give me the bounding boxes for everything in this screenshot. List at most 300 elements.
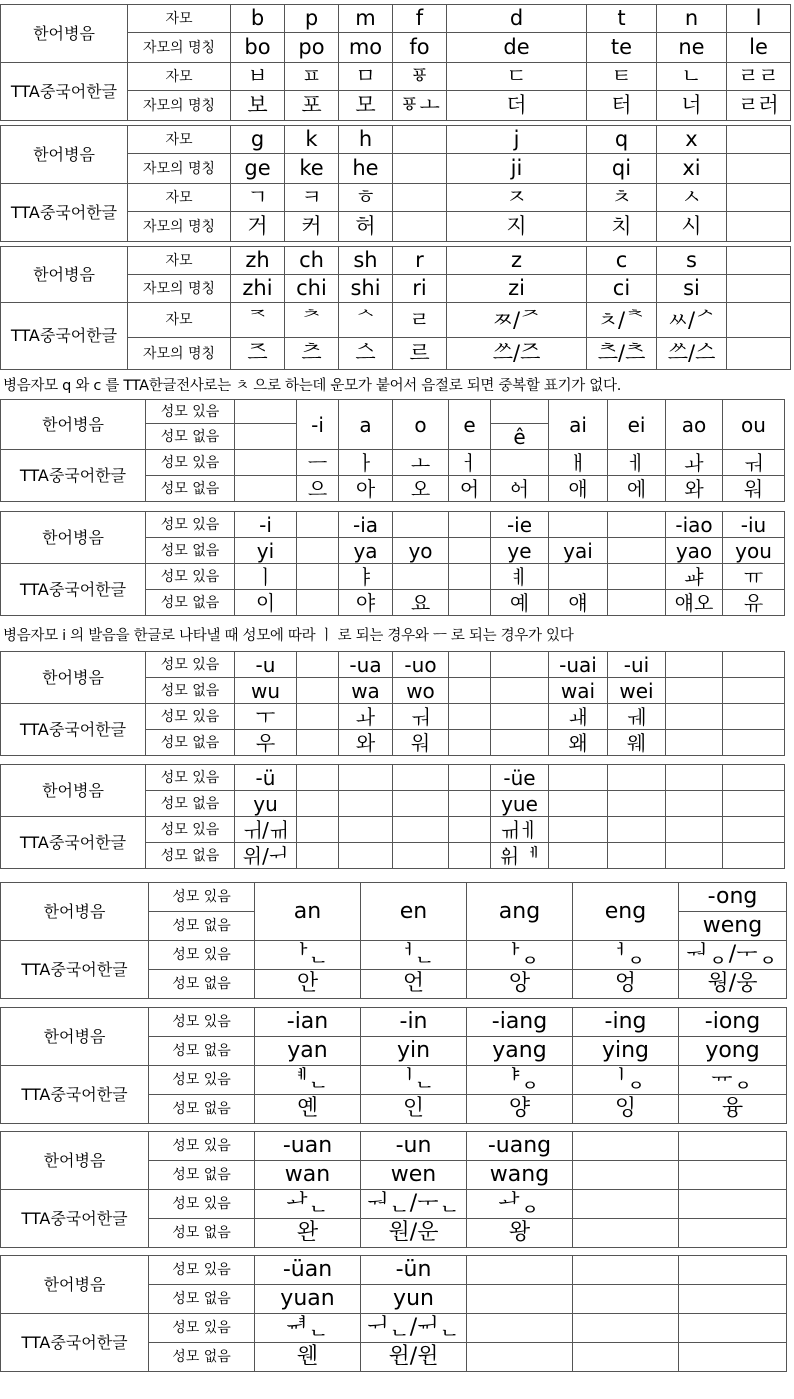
cell xyxy=(727,275,791,303)
cell: s xyxy=(657,247,727,275)
cell: 오 xyxy=(393,476,449,502)
cell: ㅏ xyxy=(339,450,393,476)
note-i-pronunciation: 병음자모 i 의 발음을 한글로 나타낼 때 성모에 따라 ㅣ 로 되는 경우와 ㅡ 로 되는 경우가 있다 xyxy=(3,628,574,644)
cell: ㅉ/ᅎ xyxy=(447,303,587,338)
row-sub-with: 성모 있음 xyxy=(146,400,235,424)
cell: ao xyxy=(666,400,723,450)
cell: ㅙ xyxy=(549,704,608,730)
row-sub-jamo-name: 자모의 명칭 xyxy=(128,154,231,184)
cell: ㅣ xyxy=(235,564,297,590)
cell: bo xyxy=(231,33,285,63)
row-sub-jamo-name: 자모의 명칭 xyxy=(128,275,231,303)
cell: 융 xyxy=(679,1095,787,1124)
cell: ㅑ xyxy=(339,564,393,590)
cell: -i xyxy=(297,400,339,450)
cell: 원/운 xyxy=(361,1219,467,1248)
cell xyxy=(608,538,666,564)
cell: l xyxy=(727,5,791,33)
cell: -ie xyxy=(491,512,549,538)
row-sub-without: 성모 없음 xyxy=(149,1095,255,1124)
cell: -ia xyxy=(339,512,393,538)
cell xyxy=(393,184,447,212)
cell: ᅥᆫ xyxy=(361,941,467,970)
row-sub-jamo-name: 자모의 명칭 xyxy=(128,212,231,242)
cell: ᅡᆼ xyxy=(467,941,573,970)
cell: z xyxy=(447,247,587,275)
cell: 언 xyxy=(361,970,467,999)
row-label-tta: TTA중국어한글 xyxy=(1,564,146,616)
cell: -ian xyxy=(255,1008,361,1037)
cell: 아 xyxy=(339,476,393,502)
cell xyxy=(608,791,666,817)
cell xyxy=(235,424,297,450)
cell xyxy=(573,1314,679,1343)
cell: -uai xyxy=(549,652,608,678)
cell: mo xyxy=(339,33,393,63)
finals-table-a xyxy=(0,399,785,502)
cell: le xyxy=(727,33,791,63)
cell: yai xyxy=(549,538,608,564)
cell: ᅐᅳ xyxy=(231,338,285,370)
cell xyxy=(449,538,491,564)
cell: he xyxy=(339,154,393,184)
cell xyxy=(573,1256,679,1285)
cell: ㅊ xyxy=(587,184,657,212)
cell xyxy=(449,652,491,678)
cell: ㅜ xyxy=(235,704,297,730)
cell: ㅝ xyxy=(393,704,449,730)
nasals-table-d xyxy=(0,1255,787,1372)
cell xyxy=(449,730,491,756)
cell: -iong xyxy=(679,1008,787,1037)
cell: ᅐ xyxy=(231,303,285,338)
row-sub-without: 성모 없음 xyxy=(146,590,235,616)
cell xyxy=(449,791,491,817)
cell xyxy=(491,400,549,424)
cell: ri xyxy=(393,275,447,303)
cell: 옌 xyxy=(255,1095,361,1124)
cell: wei xyxy=(608,678,666,704)
row-label-pinyin: 한어병음 xyxy=(1,247,128,303)
cell: -in xyxy=(361,1008,467,1037)
cell: ㆄㅗ xyxy=(393,91,447,121)
cell xyxy=(297,730,339,756)
cell: ㅁ xyxy=(339,63,393,91)
row-label-tta: TTA중국어한글 xyxy=(1,817,146,869)
cell xyxy=(727,126,791,154)
consonant-table-3 xyxy=(0,246,791,370)
cell: qi xyxy=(587,154,657,184)
cell xyxy=(393,765,449,791)
row-sub-jamo-name: 자모의 명칭 xyxy=(128,338,231,370)
row-label-pinyin: 한어병음 xyxy=(1,5,128,63)
note-q-c: 병음자모 q 와 c 를 TTA한글전사로는 ㅊ 으로 하는데 운모가 붙어서 음절로 되면 중복할 표기가 없다. xyxy=(3,378,622,394)
cell: ai xyxy=(549,400,608,450)
cell: ㅡ xyxy=(297,450,339,476)
cell xyxy=(679,1161,787,1190)
cell xyxy=(666,730,723,756)
cell: 앙 xyxy=(467,970,573,999)
cell: wai xyxy=(549,678,608,704)
cell: -ong xyxy=(679,883,787,912)
cell: ㅆ/ᄼ xyxy=(657,303,727,338)
cell xyxy=(723,791,785,817)
cell: 윈/윈 xyxy=(361,1343,467,1372)
cell xyxy=(339,843,393,869)
cell: ㅟ/ㆌ xyxy=(235,817,297,843)
cell xyxy=(449,590,491,616)
cell: ㆄ xyxy=(393,63,447,91)
cell: ᅵᆫ xyxy=(361,1066,467,1095)
cell xyxy=(339,817,393,843)
cell xyxy=(727,338,791,370)
cell: en xyxy=(361,883,467,941)
row-sub-jamo-name: 자모의 명칭 xyxy=(128,91,231,121)
row-label-pinyin: 한어병음 xyxy=(1,512,146,564)
cell xyxy=(491,678,549,704)
cell: 양 xyxy=(467,1095,573,1124)
cell: ᅯᆼ/ᅮᆼ xyxy=(679,941,787,970)
cell: ㅐ xyxy=(549,450,608,476)
cell: ㄷ xyxy=(447,63,587,91)
row-label-tta: TTA중국어한글 xyxy=(1,1314,149,1372)
cell: -uang xyxy=(467,1132,573,1161)
cell: 너 xyxy=(657,91,727,121)
cell xyxy=(467,1256,573,1285)
cell xyxy=(297,704,339,730)
cell: ge xyxy=(231,154,285,184)
cell: p xyxy=(285,5,339,33)
cell: 엉 xyxy=(573,970,679,999)
cell: wa xyxy=(339,678,393,704)
row-label-tta: TTA중국어한글 xyxy=(1,1066,149,1124)
cell: ㅊ/ᅕ xyxy=(587,303,657,338)
cell: an xyxy=(255,883,361,941)
cell: ji xyxy=(447,154,587,184)
cell: -ua xyxy=(339,652,393,678)
cell xyxy=(666,765,723,791)
row-sub-without: 성모 없음 xyxy=(146,843,235,869)
nasals-table-a xyxy=(0,882,787,999)
cell xyxy=(727,154,791,184)
cell: 시 xyxy=(657,212,727,242)
cell: 보 xyxy=(231,91,285,121)
cell: n xyxy=(657,5,727,33)
cell: h xyxy=(339,126,393,154)
cell: 요 xyxy=(393,590,449,616)
cell: wen xyxy=(361,1161,467,1190)
cell xyxy=(549,512,608,538)
row-sub-without: 성모 없음 xyxy=(149,1343,255,1372)
row-sub-with: 성모 있음 xyxy=(149,1132,255,1161)
cell: -ün xyxy=(361,1256,467,1285)
cell: eng xyxy=(573,883,679,941)
cell xyxy=(573,1343,679,1372)
cell: ㆇ xyxy=(666,564,723,590)
cell xyxy=(573,1190,679,1219)
cell: yo xyxy=(393,538,449,564)
cell xyxy=(297,843,339,869)
cell: ㅝ xyxy=(723,450,785,476)
cell xyxy=(235,476,297,502)
cell: 으 xyxy=(297,476,339,502)
cell: yue xyxy=(491,791,549,817)
cell: e xyxy=(449,400,491,450)
cell: ㅖ xyxy=(491,564,549,590)
row-sub-with: 성모 있음 xyxy=(149,1008,255,1037)
cell xyxy=(679,1343,787,1372)
cell: -ing xyxy=(573,1008,679,1037)
cell: 허 xyxy=(339,212,393,242)
cell: ᅔ xyxy=(285,303,339,338)
row-sub-without: 성모 없음 xyxy=(149,912,255,941)
cell xyxy=(727,247,791,275)
cell xyxy=(467,1314,573,1343)
row-sub-without: 성모 없음 xyxy=(146,538,235,564)
cell xyxy=(491,450,549,476)
cell: ㅂ xyxy=(231,63,285,91)
cell: yin xyxy=(361,1037,467,1066)
cell: g xyxy=(231,126,285,154)
cell: a xyxy=(339,400,393,450)
row-sub-without: 성모 없음 xyxy=(146,424,235,450)
cell: 웬 xyxy=(255,1343,361,1372)
cell xyxy=(297,590,339,616)
cell: ya xyxy=(339,538,393,564)
cell: ㅔ xyxy=(608,450,666,476)
cell: shi xyxy=(339,275,393,303)
cell: ying xyxy=(573,1037,679,1066)
cell: 왜 xyxy=(549,730,608,756)
cell: ke xyxy=(285,154,339,184)
cell: ㅋ xyxy=(285,184,339,212)
cell: wo xyxy=(393,678,449,704)
cell: yi xyxy=(235,538,297,564)
cell: ㄴ xyxy=(657,63,727,91)
cell: ch xyxy=(285,247,339,275)
cell xyxy=(393,126,447,154)
cell: ᅲᆼ xyxy=(679,1066,787,1095)
cell xyxy=(723,652,785,678)
cell xyxy=(393,817,449,843)
cell: 에 xyxy=(608,476,666,502)
cell xyxy=(549,817,608,843)
cell xyxy=(727,303,791,338)
cell xyxy=(449,564,491,590)
row-sub-with: 성모 있음 xyxy=(149,1190,255,1219)
cell xyxy=(679,1219,787,1248)
cell xyxy=(666,704,723,730)
cell: ㄱ xyxy=(231,184,285,212)
cell: 르 xyxy=(393,338,447,370)
cell: 얘 xyxy=(549,590,608,616)
cell xyxy=(235,400,297,424)
cell xyxy=(297,512,339,538)
row-sub-with: 성모 있음 xyxy=(146,564,235,590)
cell: -un xyxy=(361,1132,467,1161)
cell: ᅥᆼ xyxy=(573,941,679,970)
cell: ㅌ xyxy=(587,63,657,91)
cell: yang xyxy=(467,1037,573,1066)
cell: 더 xyxy=(447,91,587,121)
cell: 워 xyxy=(723,476,785,502)
row-sub-without: 성모 없음 xyxy=(146,678,235,704)
cell xyxy=(339,765,393,791)
cell: zhi xyxy=(231,275,285,303)
row-label-tta: TTA중국어한글 xyxy=(1,1190,149,1248)
row-sub-without: 성모 없음 xyxy=(146,730,235,756)
cell xyxy=(573,1161,679,1190)
cell: ci xyxy=(587,275,657,303)
cell: ㅘ xyxy=(666,450,723,476)
row-sub-without: 성모 없음 xyxy=(149,1285,255,1314)
cell: you xyxy=(723,538,785,564)
cell: sh xyxy=(339,247,393,275)
cell: c xyxy=(587,247,657,275)
cell: k xyxy=(285,126,339,154)
cell: chi xyxy=(285,275,339,303)
cell: po xyxy=(285,33,339,63)
row-label-tta: TTA중국어한글 xyxy=(1,704,146,756)
cell: ᅪᆼ xyxy=(467,1190,573,1219)
cell xyxy=(449,704,491,730)
cell: ê xyxy=(491,424,549,450)
cell: ᅯᆫ/ᅮᆫ xyxy=(361,1190,467,1219)
cell: ㅎ xyxy=(339,184,393,212)
row-sub-without: 성모 없음 xyxy=(146,476,235,502)
cell xyxy=(297,765,339,791)
cell: xi xyxy=(657,154,727,184)
cell: ye xyxy=(491,538,549,564)
cell: 애 xyxy=(549,476,608,502)
cell xyxy=(608,590,666,616)
cell xyxy=(393,843,449,869)
row-label-tta: TTA중국어한글 xyxy=(1,941,149,999)
cell: 예 xyxy=(491,590,549,616)
row-sub-without: 성모 없음 xyxy=(146,791,235,817)
cell: 유 xyxy=(723,590,785,616)
row-sub-without: 성모 없음 xyxy=(149,1037,255,1066)
cell: t xyxy=(587,5,657,33)
cell xyxy=(491,704,549,730)
cell xyxy=(549,564,608,590)
cell xyxy=(679,1285,787,1314)
cell xyxy=(297,538,339,564)
cell: 지 xyxy=(447,212,587,242)
cell: d xyxy=(447,5,587,33)
cell xyxy=(666,652,723,678)
cell: ㅍ xyxy=(285,63,339,91)
row-sub-with: 성모 있음 xyxy=(146,765,235,791)
row-label-pinyin: 한어병음 xyxy=(1,400,146,450)
cell xyxy=(727,212,791,242)
cell xyxy=(449,765,491,791)
cell: 포 xyxy=(285,91,339,121)
cell xyxy=(393,512,449,538)
cell xyxy=(393,212,447,242)
nasals-table-b xyxy=(0,1007,787,1124)
cell xyxy=(723,704,785,730)
cell: de xyxy=(447,33,587,63)
cell: -üe xyxy=(491,765,549,791)
cell: fo xyxy=(393,33,447,63)
cell xyxy=(679,1256,787,1285)
cell xyxy=(727,184,791,212)
consonant-table-1 xyxy=(0,4,791,121)
cell xyxy=(608,512,666,538)
cell: ou xyxy=(723,400,785,450)
cell: 와 xyxy=(339,730,393,756)
cell xyxy=(608,817,666,843)
cell: ㅓ xyxy=(449,450,491,476)
cell: ㅗ xyxy=(393,450,449,476)
cell xyxy=(491,652,549,678)
cell: 웡/웅 xyxy=(679,970,787,999)
cell: 터 xyxy=(587,91,657,121)
cell: 위/ᅱ xyxy=(235,843,297,869)
cell: f xyxy=(393,5,447,33)
nasals-table-c xyxy=(0,1131,787,1248)
cell xyxy=(449,512,491,538)
cell: wu xyxy=(235,678,297,704)
cell xyxy=(449,678,491,704)
cell xyxy=(549,765,608,791)
cell xyxy=(549,791,608,817)
cell: zh xyxy=(231,247,285,275)
cell: -uan xyxy=(255,1132,361,1161)
cell: o xyxy=(393,400,449,450)
cell: yan xyxy=(255,1037,361,1066)
cell: yun xyxy=(361,1285,467,1314)
cell: 워 xyxy=(393,730,449,756)
row-sub-jamo: 자모 xyxy=(128,5,231,33)
cell: te xyxy=(587,33,657,63)
row-label-pinyin: 한어병음 xyxy=(1,765,146,817)
row-label-tta: TTA중국어한글 xyxy=(1,450,146,502)
row-sub-with: 성모 있음 xyxy=(146,450,235,476)
cell: 야 xyxy=(339,590,393,616)
cell: 모 xyxy=(339,91,393,121)
cell: ㄹㄹ xyxy=(727,63,791,91)
row-label-pinyin: 한어병음 xyxy=(1,1132,149,1190)
cell: 치 xyxy=(587,212,657,242)
cell: ㄹ xyxy=(393,303,447,338)
cell xyxy=(449,817,491,843)
row-sub-with: 성모 있음 xyxy=(146,817,235,843)
consonant-table-2 xyxy=(0,125,791,242)
cell xyxy=(297,652,339,678)
cell xyxy=(467,1285,573,1314)
row-sub-with: 성모 있음 xyxy=(149,883,255,912)
cell: b xyxy=(231,5,285,33)
cell: zi xyxy=(447,275,587,303)
cell xyxy=(449,843,491,869)
row-sub-jamo: 자모 xyxy=(128,303,231,338)
cell xyxy=(723,843,785,869)
cell: ᅡᆫ xyxy=(255,941,361,970)
cell: ㅠ xyxy=(723,564,785,590)
row-sub-without: 성모 없음 xyxy=(149,1219,255,1248)
finals-table-d xyxy=(0,764,785,869)
cell: -uo xyxy=(393,652,449,678)
row-sub-with: 성모 있음 xyxy=(149,1256,255,1285)
cell: ᄾ xyxy=(339,303,393,338)
cell: ᄽᅳ/ᄼᅳ xyxy=(657,338,727,370)
cell: m xyxy=(339,5,393,33)
cell xyxy=(393,791,449,817)
cell xyxy=(608,564,666,590)
cell: 거 xyxy=(231,212,285,242)
